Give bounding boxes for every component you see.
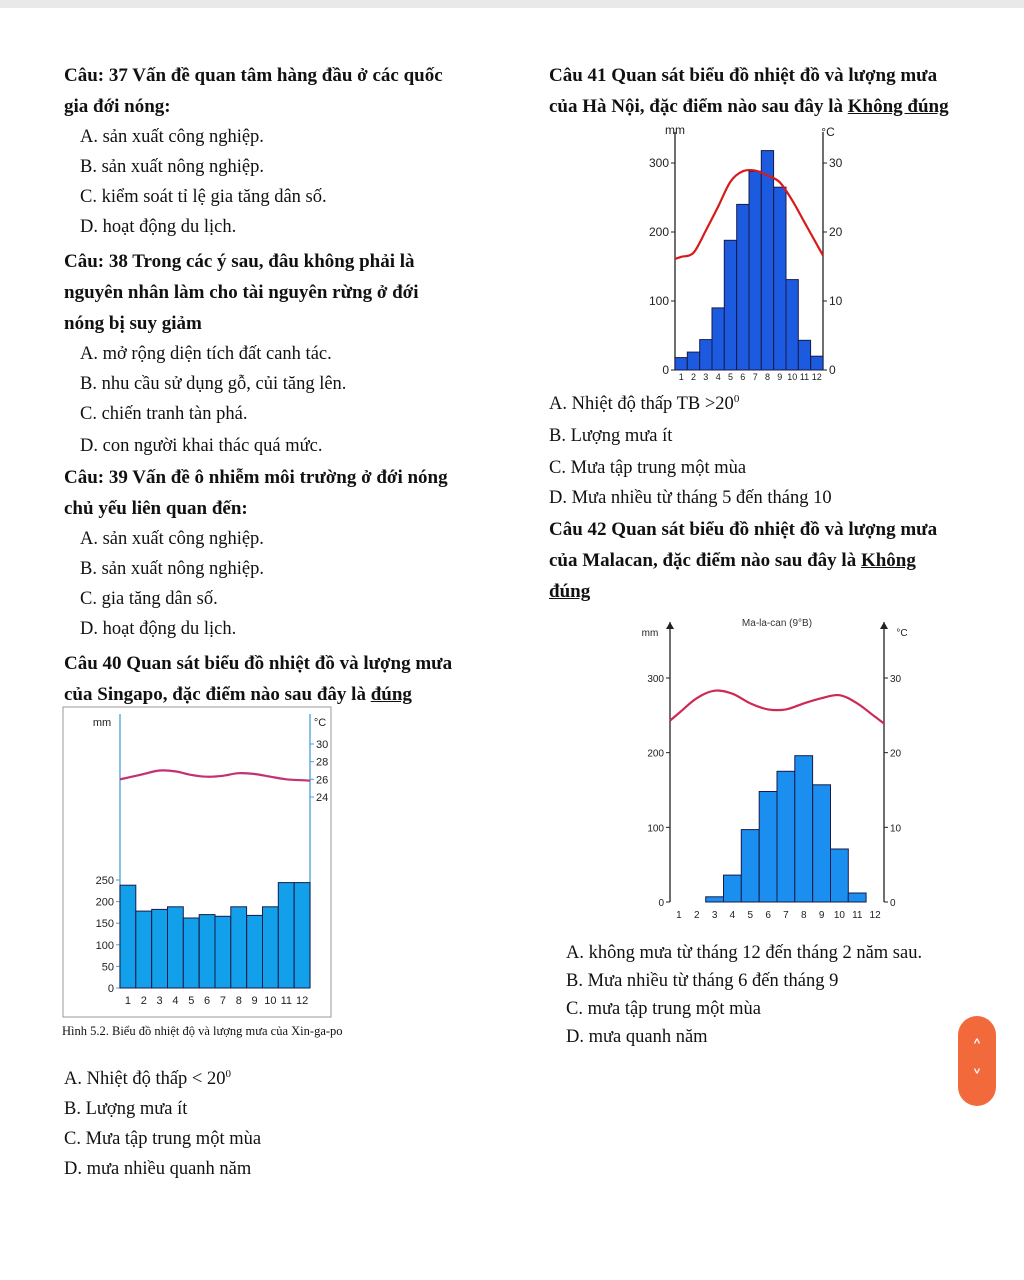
left-tick-label: 200	[648, 225, 669, 239]
q38-option-a[interactable]: A. mở rộng diện tích đất canh tác.	[80, 344, 332, 364]
right-tick-label: 24	[316, 792, 329, 804]
q39-option-a[interactable]: A. sản xuất công nghiệp.	[80, 529, 264, 549]
left-tick-label: 100	[647, 823, 664, 835]
month-label: 11	[280, 995, 293, 1007]
rainfall-bar-month-3	[700, 340, 712, 370]
rainfall-bar-month-9	[813, 785, 831, 902]
temperature-line	[120, 770, 310, 780]
rainfall-bar-month-9	[247, 915, 263, 988]
q40-option-b[interactable]: B. Lượng mưa ít	[64, 1099, 188, 1119]
month-label: 4	[729, 910, 736, 921]
q40-option-a-text: A. Nhiệt độ thấp < 20	[64, 1069, 226, 1089]
hanoi-chart-svg	[630, 120, 860, 385]
month-label: 4	[172, 995, 179, 1007]
q41-line2: của Hà Nội, đặc điểm nào sau đây là	[549, 96, 848, 117]
q40-option-a-sup: 0	[225, 1067, 231, 1080]
q42-options	[566, 939, 986, 1051]
right-tick-label: 30	[829, 156, 843, 170]
q41-option-c[interactable]: C. Mưa tập trung một mùa	[549, 458, 747, 478]
q41-options	[549, 389, 969, 513]
right-tick-label: 20	[829, 225, 843, 239]
month-label: 12	[811, 372, 822, 382]
rainfall-bar-month-6	[759, 792, 777, 903]
q38-option-c[interactable]: C. chiến tranh tàn phá.	[80, 404, 248, 424]
right-axis-arrow-icon	[880, 622, 888, 629]
question-38	[64, 246, 494, 461]
singapore-chart-caption: Hình 5.2. Biểu đồ nhiệt độ và lượng mưa của Xin-ga-po	[62, 1024, 343, 1038]
q37-option-c[interactable]: C. kiểm soát tỉ lệ gia tăng dân số.	[80, 187, 327, 207]
q42-option-d[interactable]: D. mưa quanh năm	[566, 1027, 708, 1047]
q37-option-a[interactable]: A. sản xuất công nghiệp.	[80, 127, 264, 147]
question-37	[64, 60, 494, 242]
rainfall-bar-month-3	[152, 909, 168, 988]
month-label: 12	[295, 995, 309, 1007]
rainfall-bar-month-7	[215, 916, 231, 988]
month-label: 7	[783, 910, 789, 921]
scroll-up-icon[interactable]: ˄	[972, 1036, 982, 1060]
month-label: 8	[764, 372, 771, 382]
rainfall-bar-month-11	[798, 340, 810, 370]
rainfall-bar-month-7	[749, 171, 761, 370]
q38-line2: nguyên nhân làm cho tài nguyên rừng ở đới	[64, 282, 419, 303]
left-tick-label: 200	[95, 896, 114, 909]
q42-option-c[interactable]: C. mưa tập trung một mùa	[566, 999, 761, 1019]
right-tick-label: 10	[829, 294, 843, 308]
month-label: 3	[711, 910, 718, 921]
q41-option-d[interactable]: D. Mưa nhiều từ tháng 5 đến tháng 10	[549, 488, 832, 508]
q42-underlined-line3: đúng	[549, 581, 591, 602]
malacan-chart-svg	[632, 612, 918, 924]
singapore-chart	[62, 706, 332, 1018]
right-tick-label: 28	[316, 756, 329, 769]
malacan-chart	[632, 612, 918, 924]
q42-line1: Câu 42 Quan sát biểu đồ nhiệt đồ và lượng mưa	[549, 519, 938, 540]
rainfall-bar-month-10	[263, 907, 279, 988]
month-label: 11	[799, 372, 810, 382]
rainfall-bar-month-11	[278, 883, 294, 988]
rainfall-bar-month-10	[831, 849, 849, 902]
question-40-title	[64, 648, 494, 710]
top-bar	[0, 0, 1024, 8]
month-label: 9	[818, 910, 825, 921]
left-axis-unit-label: mm	[665, 123, 685, 137]
q37-option-b[interactable]: B. sản xuất nông nghiệp.	[80, 157, 264, 177]
q37-option-d[interactable]: D. hoạt động du lịch.	[80, 217, 237, 237]
month-label: 7	[219, 995, 226, 1007]
q41-line1: Câu 41 Quan sát biểu đồ nhiệt đồ và lượng mưa	[549, 65, 938, 86]
left-tick-label: 300	[647, 674, 664, 685]
left-tick-label: 300	[648, 156, 669, 170]
right-tick-label: 0	[890, 898, 896, 909]
month-label: 2	[694, 910, 700, 921]
q40-line1: Câu 40 Quan sát biểu đồ nhiệt đồ và lượng mưa	[64, 653, 453, 674]
left-tick-label: 0	[107, 983, 114, 995]
q38-option-d[interactable]: D. con người khai thác quá mức.	[80, 436, 323, 456]
left-tick-label: 100	[648, 294, 669, 308]
right-axis-unit-label: °C	[313, 717, 327, 729]
question-37-title	[64, 60, 494, 122]
q39-line1: Câu: 39 Vấn đề ô nhiễm môi trường ở đới nóng	[64, 467, 448, 488]
right-tick-label: 30	[890, 674, 902, 685]
q39-option-b[interactable]: B. sản xuất nông nghiệp.	[80, 559, 264, 579]
q38-option-b[interactable]: B. nhu cầu sử dụng gỗ, củi tăng lên.	[80, 374, 347, 394]
question-39	[64, 462, 494, 644]
rainfall-bar-month-6	[737, 204, 749, 370]
month-label: 12	[869, 910, 881, 921]
month-label: 10	[787, 372, 798, 382]
q42-option-a[interactable]: A. không mưa từ tháng 12 đến tháng 2 năm sau.	[566, 943, 923, 963]
right-axis-unit-label: °C	[821, 125, 835, 139]
question-38-title	[64, 246, 494, 339]
hanoi-chart	[630, 120, 860, 385]
q40-line2: của Singapo, đặc điểm nào sau đây là	[64, 684, 371, 705]
q41-option-a[interactable]	[549, 389, 969, 419]
q39-option-d[interactable]: D. hoạt động du lịch.	[80, 619, 237, 639]
q40-underlined-word: đúng	[370, 684, 412, 705]
q40-options	[64, 1064, 494, 1184]
rainfall-bar-month-12	[811, 356, 823, 370]
left-tick-label: 0	[658, 898, 664, 909]
question-41	[549, 60, 974, 122]
rainfall-bar-month-5	[183, 918, 199, 988]
question-41-title	[549, 60, 974, 122]
rainfall-bar-month-4	[724, 875, 742, 902]
left-axis-unit-label: mm	[92, 717, 112, 729]
month-label: 11	[852, 910, 863, 921]
question-40	[64, 648, 494, 710]
q40-option-a[interactable]	[64, 1064, 494, 1094]
rainfall-bar-month-3	[706, 897, 724, 902]
q41-option-b[interactable]: B. Lượng mưa ít	[549, 426, 673, 446]
rainfall-bar-month-1	[120, 885, 136, 988]
chart-title: Ma-la-can (9°B)	[741, 618, 813, 629]
month-label: 2	[690, 372, 697, 382]
month-label: 6	[204, 995, 211, 1007]
q37-line1: Câu: 37 Vấn đề quan tâm hàng đầu ở các quốc	[64, 65, 443, 86]
rainfall-bar-month-10	[786, 280, 798, 370]
left-tick-label: 200	[647, 748, 664, 760]
month-label: 9	[251, 995, 258, 1007]
month-label: 1	[678, 372, 684, 382]
rainfall-bar-month-8	[761, 151, 773, 370]
right-tick-label: 20	[890, 748, 902, 760]
month-label: 8	[235, 995, 242, 1007]
rainfall-bar-month-6	[199, 915, 215, 988]
right-tick-label: 0	[829, 363, 836, 377]
month-label: 4	[715, 372, 721, 382]
singapore-chart-svg	[62, 706, 332, 1018]
left-tick-label: 50	[101, 961, 114, 974]
left-tick-label: 250	[95, 875, 114, 887]
month-label: 3	[156, 995, 163, 1007]
month-label: 3	[703, 372, 709, 382]
left-axis-unit-label: mm	[641, 628, 659, 639]
month-label: 9	[777, 372, 783, 382]
temperature-line	[670, 690, 884, 723]
right-tick-label: 30	[316, 739, 329, 751]
month-label: 1	[124, 995, 131, 1007]
scroll-nav-button	[958, 1016, 996, 1106]
q38-line1: Câu: 38 Trong các ý sau, đâu không phải là	[64, 251, 415, 272]
rainfall-bar-month-5	[724, 240, 736, 370]
question-42	[549, 514, 971, 607]
month-label: 10	[264, 995, 277, 1007]
question-39-title	[64, 462, 494, 524]
month-label: 7	[752, 372, 758, 382]
q41-option-a-text: A. Nhiệt độ thấp TB >20	[549, 394, 734, 414]
left-tick-label: 0	[662, 363, 669, 377]
q42-option-b[interactable]: B. Mưa nhiều từ tháng 6 đến tháng 9	[566, 971, 839, 991]
rainfall-bar-month-2	[687, 352, 699, 370]
q41-underlined-word: Không đúng	[847, 96, 949, 117]
q39-line2: chủ yếu liên quan đến:	[64, 498, 248, 519]
right-tick-label: 26	[316, 774, 329, 787]
month-label: 8	[801, 910, 807, 921]
q40-option-d[interactable]: D. mưa nhiều quanh năm	[64, 1159, 252, 1179]
q42-line2: của Malacan, đặc điểm nào sau đây là	[549, 550, 861, 571]
rainfall-bar-month-5	[741, 830, 759, 902]
q41-option-a-sup: 0	[733, 392, 740, 405]
question-42-title	[549, 514, 971, 607]
month-label: 5	[727, 372, 734, 382]
month-label: 1	[676, 910, 682, 921]
right-axis-unit-label: °C	[896, 628, 908, 639]
q42-underlined-word: Không	[860, 550, 916, 571]
month-label: 6	[765, 910, 771, 921]
month-label: 6	[740, 372, 746, 382]
q38-line3: nóng bị suy giảm	[64, 313, 202, 334]
right-tick-label: 10	[890, 823, 902, 835]
month-label: 2	[140, 995, 147, 1007]
rainfall-bar-month-7	[777, 771, 795, 902]
month-label: 5	[188, 995, 195, 1007]
rainfall-bar-month-12	[294, 883, 310, 988]
rainfall-bar-month-1	[675, 358, 687, 370]
q37-line2: gia đới nóng:	[64, 96, 171, 117]
rainfall-bar-month-8	[795, 756, 813, 902]
rainfall-bar-month-4	[712, 308, 724, 370]
left-tick-label: 100	[95, 939, 114, 952]
rainfall-bar-month-11	[848, 893, 866, 902]
rainfall-bar-month-2	[136, 911, 152, 988]
rainfall-bar-month-4	[168, 907, 184, 988]
month-label: 10	[833, 910, 845, 921]
scroll-down-icon[interactable]: ˅	[972, 1066, 982, 1090]
rainfall-bar-month-8	[231, 907, 247, 988]
month-label: 5	[747, 910, 754, 921]
rainfall-bar-month-9	[774, 187, 786, 370]
left-tick-label: 150	[95, 918, 114, 931]
left-axis-arrow-icon	[666, 622, 674, 629]
q40-option-c[interactable]: C. Mưa tập trung một mùa	[64, 1129, 262, 1149]
q39-option-c[interactable]: C. gia tăng dân số.	[80, 589, 218, 609]
